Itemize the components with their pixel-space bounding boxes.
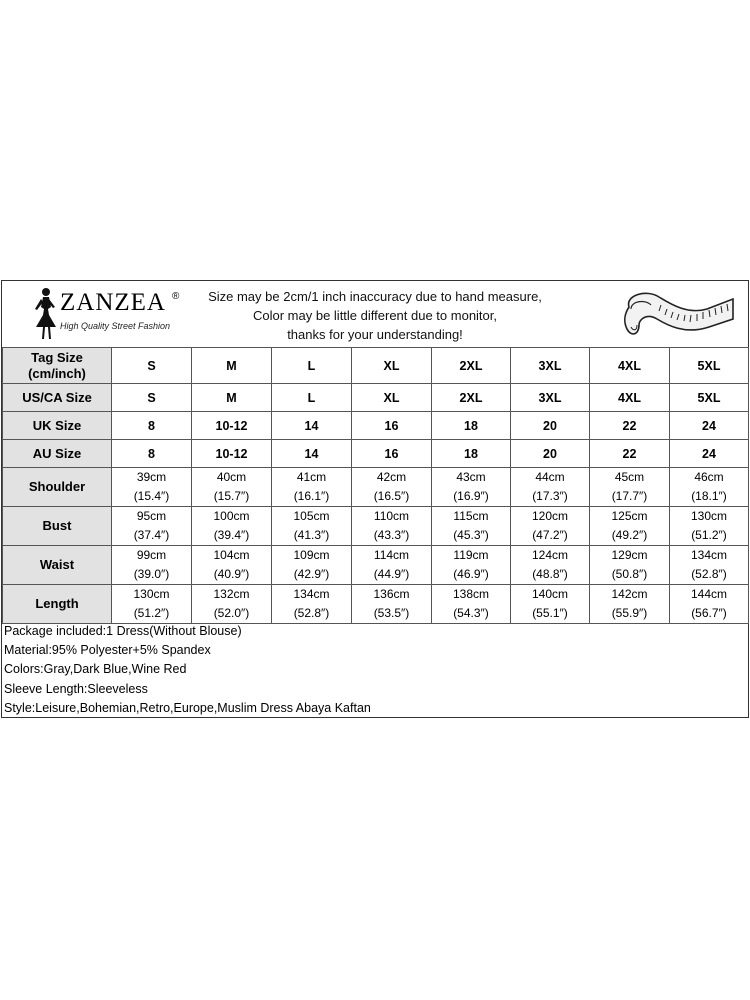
size-cell: 16 [352,440,432,468]
cm-value: 40cm [216,470,247,484]
cm-value: 142cm [611,587,648,601]
measure-cell [192,468,272,507]
size-cell: 5XL [670,384,749,412]
woman-silhouette-icon [32,287,58,341]
row-label: Shoulder [3,468,112,507]
registered-mark: ® [172,291,180,302]
inch-value: (43.3″) [373,528,410,542]
size-cell: 18 [432,412,511,440]
cm-value: 134cm [690,548,728,562]
style-info: Style:Leisure,Bohemian,Retro,Europe,Muslim Dress Abaya Kaftan [4,700,371,715]
cm-value: 100cm [213,509,250,523]
measure-cell [192,585,272,624]
cm-value: 110cm [373,509,410,523]
measuring-tape-icon [617,285,737,345]
colors-info: Colors:Gray,Dark Blue,Wine Red [4,662,187,677]
length-row [3,585,749,624]
inch-value: (39.4″) [213,528,250,542]
inch-value: (52.8″) [293,606,330,620]
measure-cell [670,546,749,585]
tag-size-row [3,348,749,384]
inch-value: (56.7″) [691,606,727,620]
inch-value: (47.2″) [532,528,568,542]
size-cell: M [192,384,272,412]
inch-value: (16.1″) [293,489,330,503]
size-chart-header [2,281,748,348]
size-cell: 10-12 [192,440,272,468]
measure-cell [112,546,192,585]
measure-cell [112,507,192,546]
cm-value: 144cm [690,587,728,601]
inch-value: (48.8″) [532,567,568,581]
inch-value: (41.3″) [293,528,330,542]
size-cell: 20 [511,440,590,468]
inch-value: (18.1″) [691,489,727,503]
tag-size-cell: L [272,348,352,384]
package-info: Package included:1 Dress(Without Blouse) [4,624,242,638]
cm-value: 130cm [133,587,170,601]
measure-cell [511,468,590,507]
measure-cell [590,507,670,546]
cm-value: 115cm [453,509,489,523]
notice-line: Size may be 2cm/1 inch inaccuracy due to hand measure, [208,289,542,304]
inch-value: (40.9″) [213,567,250,581]
inch-value: (16.5″) [373,489,410,503]
cm-value: 104cm [213,548,250,562]
tag-size-cell: 4XL [590,348,670,384]
material-info: Material:95% Polyester+5% Spandex [4,643,211,658]
row-label: UK Size [3,412,112,440]
inch-value: (50.8″) [611,567,648,581]
measure-cell [352,507,432,546]
cm-value: 120cm [531,509,569,523]
size-cell: L [272,384,352,412]
measure-cell [352,468,432,507]
inch-value: (16.9″) [453,489,489,503]
size-cell: 24 [670,412,749,440]
row-label: AU Size [3,440,112,468]
row-label: US/CA Size [3,384,112,412]
measure-cell [511,507,590,546]
inch-value: (17.3″) [532,489,568,503]
size-cell: 24 [670,440,749,468]
inch-value: (42.9″) [293,567,330,581]
inch-value: (52.0″) [213,606,250,620]
inch-value: (51.2″) [691,528,727,542]
measure-cell [432,507,511,546]
cm-value: 43cm [456,470,486,484]
size-cell: XL [352,384,432,412]
cm-value: 45cm [614,470,645,484]
measure-cell [352,546,432,585]
measure-cell [590,546,670,585]
tag-size-cell: S [112,348,192,384]
inch-value: (55.9″) [611,606,648,620]
measure-cell [590,468,670,507]
bust-row [3,507,749,546]
cm-value: 130cm [690,509,728,523]
row-label: Bust [3,507,112,546]
tag-size-cell: M [192,348,272,384]
size-cell: 8 [112,412,192,440]
measure-cell [432,468,511,507]
measure-cell [511,546,590,585]
waist-row [3,546,749,585]
size-cell: 3XL [511,384,590,412]
inch-value: (53.5″) [373,606,410,620]
notice-line: thanks for your understanding! [287,327,463,342]
product-info [4,622,371,718]
inch-value: (54.3″) [453,606,489,620]
measure-cell [272,585,352,624]
inch-value: (39.0″) [133,567,170,581]
measure-cell [272,546,352,585]
measure-cell [272,507,352,546]
cm-value: 136cm [373,587,410,601]
row-label: Waist [3,546,112,585]
cm-value: 129cm [611,548,648,562]
brand-logo [32,287,192,343]
measure-cell [192,546,272,585]
size-cell: 22 [590,440,670,468]
inch-value: (45.3″) [453,528,489,542]
measure-cell [272,468,352,507]
size-cell: 16 [352,412,432,440]
uk-size-row [3,412,749,440]
measure-cell [670,468,749,507]
brand-name: ZANZEA [60,289,166,316]
inch-value: (17.7″) [611,489,648,503]
cm-value: 39cm [136,470,167,484]
tag-size-label [3,348,112,384]
measure-cell [192,507,272,546]
cm-value: 41cm [296,470,327,484]
cm-value: 105cm [293,509,330,523]
cm-value: 95cm [136,509,167,523]
inch-value: (52.8″) [691,567,727,581]
cm-value: 138cm [452,587,490,601]
sleeve-info: Sleeve Length:Sleeveless [4,681,148,696]
inch-value: (15.4″) [133,489,170,503]
size-table [2,347,749,624]
measure-notice [200,287,550,344]
size-cell: 18 [432,440,511,468]
tag-size-title: Tag Size [31,349,83,365]
tag-size-unit: (cm/inch) [28,365,86,381]
cm-value: 99cm [136,548,167,562]
measure-cell [352,585,432,624]
size-chart [1,280,749,718]
cm-value: 134cm [293,587,330,601]
measure-cell [670,507,749,546]
au-size-row [3,440,749,468]
tag-size-cell: 2XL [432,348,511,384]
size-cell: 4XL [590,384,670,412]
tag-size-cell: XL [352,348,432,384]
size-cell: 20 [511,412,590,440]
size-cell: 22 [590,412,670,440]
row-label: Length [3,585,112,624]
notice-line: Color may be little different due to monitor, [253,308,497,323]
size-cell: 2XL [432,384,511,412]
inch-value: (55.1″) [532,606,568,620]
size-cell: 8 [112,440,192,468]
measure-cell [432,546,511,585]
measure-cell [112,468,192,507]
size-cell: 10-12 [192,412,272,440]
cm-value: 140cm [531,587,569,601]
measure-cell [112,585,192,624]
inch-value: (46.9″) [453,567,489,581]
inch-value: (37.4″) [133,528,170,542]
cm-value: 124cm [531,548,569,562]
cm-value: 119cm [453,548,489,562]
us-ca-size-row [3,384,749,412]
cm-value: 46cm [694,470,724,484]
inch-value: (49.2″) [611,528,648,542]
inch-value: (51.2″) [133,606,170,620]
measure-cell [590,585,670,624]
measure-cell [432,585,511,624]
size-cell: S [112,384,192,412]
cm-value: 42cm [376,470,407,484]
brand-tagline: High Quality Street Fashion [60,321,171,331]
tag-size-cell: 3XL [511,348,590,384]
cm-value: 125cm [611,509,648,523]
cm-value: 109cm [293,548,330,562]
inch-value: (15.7″) [213,489,250,503]
tag-size-cell: 5XL [670,348,749,384]
inch-value: (44.9″) [373,567,410,581]
size-cell: 14 [272,440,352,468]
shoulder-row [3,468,749,507]
cm-value: 44cm [535,470,565,484]
measure-cell [670,585,749,624]
cm-value: 132cm [213,587,250,601]
size-cell: 14 [272,412,352,440]
cm-value: 114cm [373,548,410,562]
measure-cell [511,585,590,624]
